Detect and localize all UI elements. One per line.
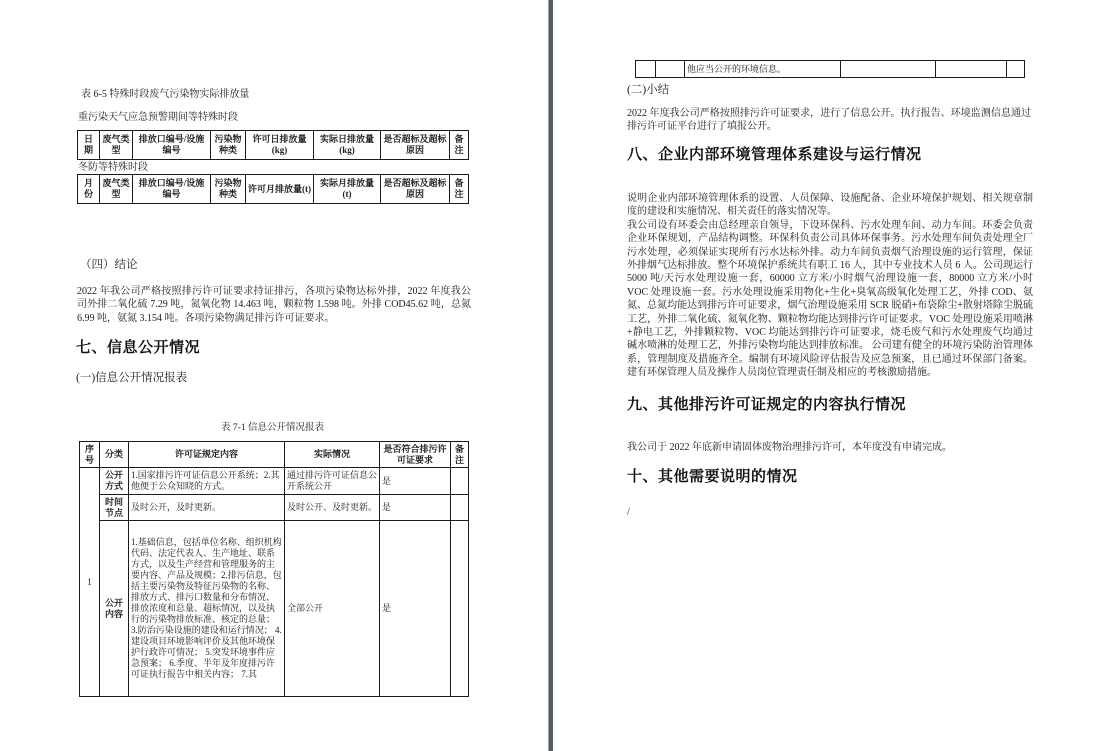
actual-cell: 通过排污许可证信息公开系统公开 <box>285 468 380 495</box>
header-cell: 污染物种类 <box>211 175 246 204</box>
table-row <box>636 61 1025 78</box>
section-10-paragraph: / <box>627 507 630 518</box>
header-cell: 实际日排放量(kg) <box>314 131 381 160</box>
daily-emission-table <box>77 130 469 160</box>
conclusion-paragraph: 2022 年我公司严格按照排污许可证要求持证排污，各项污染物达标外排，2022 年度我公司外排二氧化硫 7.29 吨，氮氧化物 14.463 吨，颗粒物 1.598 吨。外排 COD45.62 吨，总氮 6.99 吨，氨氮 3.154 吨。各项污染物满足排污许可证要求。 <box>77 286 471 324</box>
header-cell: 是否超标及超标原因 <box>381 175 450 204</box>
section-7-heading: 七、信息公开情况 <box>76 339 201 356</box>
special-period-1-label: 重污染天气应急预警期间等特殊时段 <box>78 112 238 123</box>
header-cell: 备注 <box>450 175 469 204</box>
actual-cell <box>841 61 936 78</box>
header-cell: 序号 <box>80 442 100 468</box>
actual-cell: 及时公开、及时更新。 <box>285 495 380 521</box>
remark-cell <box>451 521 469 697</box>
compliant-cell: 是 <box>380 495 451 521</box>
header-cell: 污染物种类 <box>211 131 246 160</box>
section-10-heading: 十、其他需要说明的情况 <box>627 468 798 485</box>
sequence-cell <box>636 61 656 78</box>
table-row <box>80 468 469 495</box>
page-right <box>553 0 1100 751</box>
header-cell: 日期 <box>78 131 100 160</box>
section-8-intro-paragraph: 说明企业内部环境管理体系的设置、人员保障、设施配备、企业环境保护规划、相关规章制度的建设和实施情况、相关责任的落实情况等。 <box>627 193 1033 218</box>
info-disclosure-table <box>79 441 469 697</box>
special-period-2-label: 冬防等特殊时段 <box>78 162 148 173</box>
header-cell: 分类 <box>100 442 129 468</box>
header-cell: 月份 <box>78 175 100 204</box>
required-cell: 他应当公开的环境信息。 <box>685 61 841 78</box>
header-cell: 实际情况 <box>285 442 380 468</box>
monthly-emission-table <box>77 174 469 204</box>
compliant-cell <box>936 61 1007 78</box>
required-cell: 1.基础信息，包括单位名称、组织机构代码、法定代表人、生产地址、联系方式，以及生产经营和管理服务的主要内容、产品及规模；2.排污信息，包括主要污染物及特征污染物的名称、排放方式、排污口数量和分布情况、排放浓度和总量、超标情况，以及执行的污染物排放标准、核定的总量； 3.防治污染设施的建设和运行情况； 4.建设项目环境影响评价及其他环境保护行政许可情况； 5.突发环境事件应急预案； 6.季度、半年及年度排污许可证执行报告中相关内容； 7.其 <box>129 521 285 697</box>
required-cell: 1.国家排污许可证信息公开系统；2.其他便于公众知晓的方式。 <box>129 468 285 495</box>
header-cell: 排放口编号/设施编号 <box>133 175 211 204</box>
summary-heading: (二)小结 <box>627 84 670 96</box>
category-cell <box>656 61 685 78</box>
compliant-cell: 是 <box>380 521 451 697</box>
info-disclosure-table-continuation <box>635 60 1025 78</box>
header-cell: 备注 <box>450 131 469 160</box>
header-cell: 许可日排放量(kg) <box>246 131 314 160</box>
header-cell: 备注 <box>451 442 469 468</box>
header-cell: 废气类型 <box>100 175 133 204</box>
required-cell: 及时公开，及时更新。 <box>129 495 285 521</box>
header-cell: 是否超标及超标原因 <box>381 131 450 160</box>
section-8-heading: 八、企业内部环境管理体系建设与运行情况 <box>627 146 922 163</box>
header-cell: 排放口编号/设施编号 <box>133 131 211 160</box>
table-header-row <box>80 442 469 468</box>
section-7-subheading: (一)信息公开情况报表 <box>76 372 188 384</box>
remark-cell <box>451 495 469 521</box>
actual-cell: 全部公开 <box>285 521 380 697</box>
table-row <box>80 521 469 697</box>
header-cell: 废气类型 <box>100 131 133 160</box>
section-8-content <box>627 192 1033 380</box>
compliant-cell: 是 <box>380 468 451 495</box>
category-cell: 公开方式 <box>100 468 129 495</box>
conclusion-heading: （四）结论 <box>80 259 138 271</box>
page-left <box>0 0 548 751</box>
summary-paragraph: 2022 年度我公司严格按照排污许可证要求，进行了信息公开。执行报告、环境监测信息通过排污许可证平台进行了填报公开。 <box>627 108 1031 133</box>
table-7-1-title: 表 7-1 信息公开情况报表 <box>221 423 324 433</box>
header-cell: 许可月排放量(t) <box>246 175 314 204</box>
category-cell: 公开内容 <box>100 521 129 697</box>
header-cell: 许可证规定内容 <box>129 442 285 468</box>
header-cell: 是否符合排污许可证要求 <box>380 442 451 468</box>
table-6-5-title: 表 6-5 特殊时段废气污染物实际排放量 <box>81 89 250 100</box>
category-cell: 时间节点 <box>100 495 129 521</box>
remark-cell <box>1007 61 1025 78</box>
sequence-cell: 1 <box>80 468 100 697</box>
table-row <box>80 495 469 521</box>
section-8-body-paragraph: 我公司设有环委会由总经理亲自领导，下设环保科、污水处理车间、动力车间。环委会负责企业环保规划，产品结构调整。环保科负责公司具体环保事务。污水处理车间负责处理全厂污水处理，必须保证实现所有污水达标外排。动力车间负责烟气治理设施的运行管理，保证外排烟气达标排放。整个环境保护系统共有职工 16 人，其中专业技术人员 6 人。公司现运行 5000 吨/天污水处理设施一套，60000 立方米/小时烟气治理设施一套，80000 立方米/小时 VOC 处理设施一套。污水处理设施采用物化+生化+臭氧高级氧化处理工艺，外排 COD、氨氮、总氮均能达到排污许可证要求，烟气治理设施采用 SCR 脱硝+布袋除尘+散射塔除尘脱硫工艺，外排二氧化硫、氮氧化物、颗粒物均能达到排污许可证要求。VOC 处理设施采用喷淋+静电工艺，外排颗粒物、VOC 均能达到排污许可证要求，烧毛废气和污水处理废气均通过碱水喷淋的处理工艺，外排污染物均能达到排放标准。 公司建有健全的环境污染防治管理体系，管理制度及措施齐全。编制有环境风险评估报告及应急预案，且已通过环保部门备案。建有环保管理人员及操作人员岗位管理责任制及相应的考核激励措施。 <box>627 219 1033 379</box>
header-cell: 实际月排放量(t) <box>314 175 381 204</box>
section-9-paragraph: 我公司于 2022 年底新申请固体废物治理排污许可，本年度没有申请完成。 <box>627 442 952 453</box>
remark-cell <box>451 468 469 495</box>
section-9-heading: 九、其他排污许可证规定的内容执行情况 <box>627 396 907 413</box>
